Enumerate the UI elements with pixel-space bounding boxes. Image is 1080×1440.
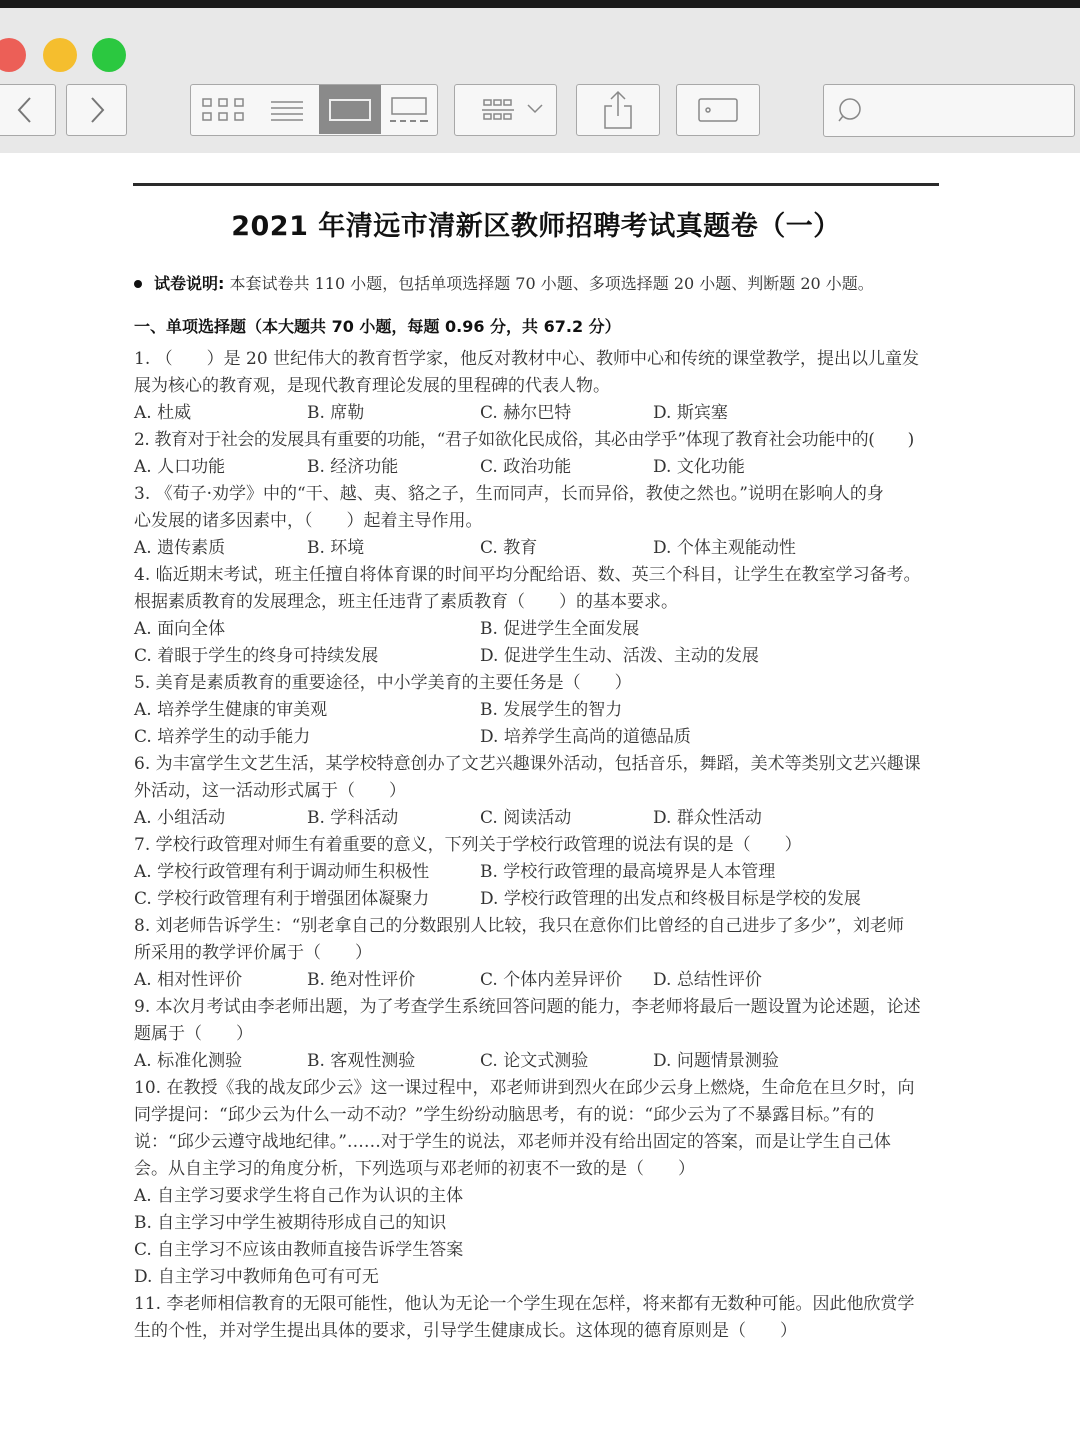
tag-button[interactable]: [676, 84, 760, 136]
option: C. 政治功能: [480, 457, 572, 477]
grid-view-button[interactable]: [191, 85, 254, 134]
question-text: 会。从自主学习的角度分析，下列选项与邓老师的初衷不一致的是（ ）: [134, 1159, 695, 1179]
option: B. 学校行政管理的最高境界是人本管理: [480, 862, 776, 882]
option: A. 面向全体: [134, 619, 226, 639]
chevron-left-icon: [15, 96, 35, 124]
option: A. 学校行政管理有利于调动师生积极性: [134, 862, 430, 882]
title-rule: [133, 183, 939, 186]
question-text: 所采用的教学评价属于（ ）: [134, 943, 372, 963]
option: B. 客观性测验: [307, 1051, 416, 1071]
option: B. 席勒: [307, 403, 365, 423]
question-text: 11. 李老师相信教育的无限可能性，他认为无论一个学生现在怎样，将来都有无数种可能。因此他欣赏学: [134, 1294, 915, 1314]
question-text: 说：“邱少云遵守战地纪律。”……对于学生的说法，邓老师并没有给出固定的答案，而是让学生自己体: [134, 1132, 891, 1152]
forward-button[interactable]: [66, 84, 127, 136]
option: C. 阅读活动: [480, 808, 572, 828]
option: D. 个体主观能动性: [653, 538, 796, 558]
top-border: [0, 0, 1080, 8]
note-text: 本套试卷共 110 小题，包括单项选择题 70 小题、多项选择题 20 小题、判断题 20 小题。: [229, 274, 874, 293]
share-icon: [602, 90, 634, 130]
option: D. 文化功能: [653, 457, 745, 477]
filmstrip-view-button[interactable]: [381, 85, 437, 134]
option: C. 个体内差异评价: [480, 970, 623, 990]
single-page-view-button[interactable]: [319, 85, 381, 134]
question-text: 2. 教育对于社会的发展具有重要的功能，“君子如欲化民成俗，其必由学乎”体现了教育社会功能中的( ): [134, 430, 914, 450]
group-view-dropdown[interactable]: [454, 84, 557, 136]
option: A. 人口功能: [134, 457, 226, 477]
search-input[interactable]: [872, 101, 1066, 121]
question-text: 根据素质教育的发展理念，班主任违背了素质教育（ ）的基本要求。: [134, 592, 678, 612]
option: A. 小组活动: [134, 808, 226, 828]
section-header: 一、单项选择题（本大题共 70 小题，每题 0.96 分，共 67.2 分）: [134, 317, 621, 336]
option: C. 培养学生的动手能力: [134, 727, 311, 747]
option: A. 自主学习要求学生将自己作为认识的主体: [134, 1186, 464, 1206]
question-text: 5. 美育是素质教育的重要途径，中小学美育的主要任务是（ ）: [134, 673, 632, 693]
question-text: 10. 在教授《我的战友邱少云》这一课过程中，邓老师讲到烈火在邱少云身上燃烧，生命危在旦夕时，向: [134, 1078, 915, 1098]
option: B. 学科活动: [307, 808, 399, 828]
option: B. 环境: [307, 538, 365, 558]
minimize-window-button[interactable]: [43, 38, 77, 72]
option: B. 经济功能: [307, 457, 399, 477]
document-title: 2021 年清远市清新区教师招聘考试真题卷（一）: [231, 211, 841, 242]
option: D. 促进学生生动、活泼、主动的发展: [480, 646, 759, 666]
question-text: 4. 临近期末考试，班主任擅自将体育课的时间平均分配给语、数、英三个科目，让学生在教室学习备考。: [134, 565, 921, 585]
window-toolbar: [0, 8, 1080, 153]
option: D. 群众性活动: [653, 808, 762, 828]
option: B. 促进学生全面发展: [480, 619, 640, 639]
option: B. 绝对性评价: [307, 970, 416, 990]
question-text: 同学提问：“邱少云为什么一动不动？”学生纷纷动脑思考，有的说：“邱少云为了不暴露目标。”有的: [134, 1105, 875, 1125]
question-text: 3. 《荀子·劝学》中的“干、越、夷、貉之子，生而同声，长而异俗，教使之然也。”说明在影响人的身: [134, 484, 884, 504]
option: A. 相对性评价: [134, 970, 243, 990]
question-text: 外活动，这一活动形式属于（ ）: [134, 781, 406, 801]
option: D. 总结性评价: [653, 970, 762, 990]
option: A. 培养学生健康的审美观: [134, 700, 328, 720]
option: D. 自主学习中教师角色可有可无: [134, 1267, 379, 1287]
view-mode-group: [190, 84, 438, 136]
option: C. 着眼于学生的终身可持续发展: [134, 646, 379, 666]
question-text: 8. 刘老师告诉学生：“别老拿自己的分数跟别人比较，我只在意你们比曾经的自己进步了多少”，刘老师: [134, 916, 905, 936]
list-view-icon: [269, 98, 305, 122]
search-field[interactable]: [823, 84, 1075, 137]
option: B. 自主学习中学生被期待形成自己的知识: [134, 1213, 447, 1233]
grid-view-icon: [201, 97, 245, 123]
question-text: 题属于（ ）: [134, 1024, 253, 1044]
option: C. 学校行政管理有利于增强团体凝聚力: [134, 889, 430, 909]
exam-note: [134, 274, 940, 294]
bullet-icon: [134, 280, 142, 288]
option: C. 教育: [480, 538, 538, 558]
search-icon: [836, 96, 866, 126]
option: C. 论文式测验: [480, 1051, 589, 1071]
option: C. 自主学习不应该由教师直接告诉学生答案: [134, 1240, 464, 1260]
question-text: 9. 本次月考试由李老师出题，为了考查学生系统回答问题的能力，李老师将最后一题设置为论述题，论述: [134, 997, 921, 1017]
question-text: 1. （ ）是 20 世纪伟大的教育哲学家，他反对教材中心、教师中心和传统的课堂教学，提出以儿童发: [134, 349, 920, 369]
option: B. 发展学生的智力: [480, 700, 623, 720]
option: A. 标准化测验: [134, 1051, 243, 1071]
back-button[interactable]: [0, 84, 56, 136]
list-view-button[interactable]: [254, 85, 319, 134]
tag-icon: [696, 95, 740, 125]
question-text: 心发展的诸多因素中，（ ）起着主导作用。: [134, 511, 483, 531]
option: A. 遗传素质: [134, 538, 226, 558]
share-button[interactable]: [576, 84, 660, 136]
chevron-right-icon: [87, 96, 107, 124]
zoom-window-button[interactable]: [92, 38, 126, 72]
filmstrip-view-icon: [388, 96, 430, 124]
option: D. 斯宾塞: [653, 403, 728, 423]
option: C. 赫尔巴特: [480, 403, 572, 423]
question-text: 展为核心的教育观，是现代教育理论发展的里程碑的代表人物。: [134, 376, 610, 396]
single-page-view-icon: [328, 97, 372, 123]
question-text: 生的个性，并对学生提出具体的要求，引导学生健康成长。这体现的德育原则是（ ）: [134, 1321, 797, 1341]
group-view-dropdown-icon: [464, 97, 548, 123]
question-text: 6. 为丰富学生文艺生活，某学校特意创办了文艺兴趣课外活动，包括音乐，舞蹈，美术等类别文艺兴趣课: [134, 754, 921, 774]
option: D. 问题情景测验: [653, 1051, 779, 1071]
option: D. 学校行政管理的出发点和终极目标是学校的发展: [480, 889, 861, 909]
option: D. 培养学生高尚的道德品质: [480, 727, 691, 747]
close-window-button[interactable]: [0, 38, 26, 72]
question-text: 7. 学校行政管理对师生有着重要的意义，下列关于学校行政管理的说法有误的是（ ）: [134, 835, 802, 855]
note-label: 试卷说明:: [154, 274, 225, 293]
option: A. 杜威: [134, 403, 192, 423]
